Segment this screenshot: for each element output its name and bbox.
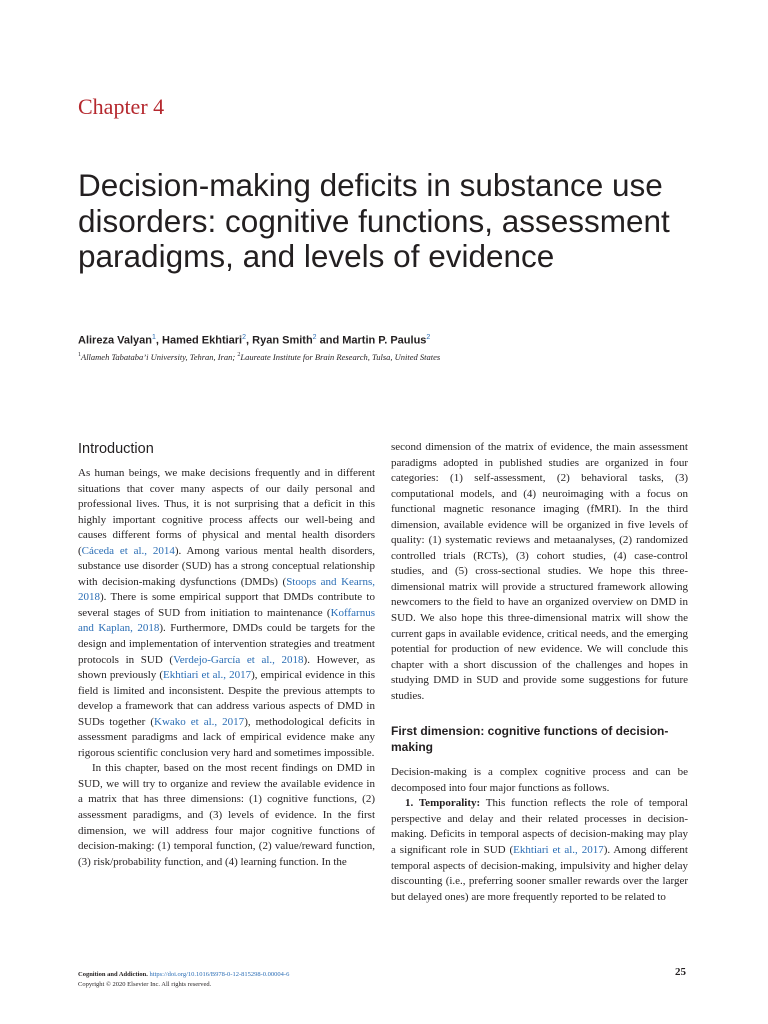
citation-link[interactable]: Ekhtiari et al., 2017 — [163, 669, 252, 682]
body-paragraph — [78, 466, 375, 761]
doi-link[interactable]: https://doi.org/10.1016/B978-0-12-815298-0.00004-6 — [149, 971, 290, 978]
affiliation-text: Laureate Institute for Brain Research, Tulsa, United States — [240, 352, 441, 362]
run-in-heading: 1. Temporality: — [405, 797, 481, 810]
right-body-bottom — [391, 765, 688, 905]
page-number: 25 — [675, 966, 686, 978]
paragraph-text: ). Among various mental health disorders, substance use disorder (SUD) has a strong conceptual relationship with decision-making dysfunctions (DMDs) ( — [78, 544, 375, 588]
page-footer — [78, 970, 289, 990]
author-list: Alireza Valyan$^1$, Hamed Ekhtiari$^2$, Ryan Smith$^2$ and Martin P. Paulus$^2$ — [78, 334, 431, 347]
citation-link[interactable]: Verdejo-García et al., 2018 — [173, 653, 304, 666]
paragraph-text: ), empirical evidence in this field is limited and inconsistent. Despite the previous attempts to develop a framework that can address various aspects of DMD in SUDs together ( — [78, 669, 376, 728]
affiliation-text: Allameh Tabataba’i University, Tehran, Iran; — [81, 352, 238, 362]
copyright-notice: Copyright © 2020 Elsevier Inc. All rights reserved. — [78, 981, 212, 988]
chapter-label: Chapter 4 — [78, 94, 165, 119]
paragraph-text: ). Furthermore, DMDs could be targets for the design and implementation of intervention strategies and treatment protocols in SUD ( — [78, 622, 375, 666]
paragraph-text: second dimension of the matrix of evidence, the main assessment paradigms adopted in published studies are organized in four categories: (1) self-assessment, (2) behavioral tasks, (3) computational models, and (4) neuroimaging with a focus on functional magnetic resonance imaging (fMRI). In the third dimension, available evidence will be organized in five levels of quality: (1) systematic reviews and metaanalyses, (2) randomized controlled trials (RCTs), (3) cohort studies, (4) case-control studies, and (5) cross-sectional studies. We hope this three-dimensional matrix will provide a structured framework allowing newcomers to the field to have an organized overview on DMD in SUD. We also hope this three-dimensional matrix will show the current gaps in available evidence, critical needs, and the emerging potential for production of new evidence. We will conclude this chapter with a short discussion of the challenges and hopes in studying DMD in SUD and provide some suggestions for future studies. — [391, 441, 688, 702]
citation-link[interactable]: Stoops and Kearns, 2018 — [78, 575, 375, 604]
paragraph-text: ). However, as shown previously ( — [78, 653, 375, 682]
affiliations — [78, 352, 738, 362]
citation-link[interactable]: Cáceda et al., 2014 — [81, 544, 175, 557]
body-paragraph — [391, 796, 688, 905]
affiliation-mark: 2 — [237, 352, 241, 359]
affiliation-mark: 1 — [78, 352, 81, 359]
left-column — [78, 440, 375, 870]
paragraph-text: This function reflects the role of temporal perspective and delay and their related processes in decision-making. Deficits in temporal aspects of decision-making may play a significant role in SUD ( — [391, 797, 688, 857]
paragraph-text: As human beings, we make decisions frequently and in different situations that cover many aspects of our daily personal and professional lives. Thus, it is not surprising that a deficit in this highly important cognitive process affects our well-being and causes different forms of physical and mental health disorders ( — [78, 467, 375, 557]
author-affiliation-mark[interactable]: 2 — [312, 334, 317, 341]
author-affiliation-mark[interactable]: 2 — [426, 334, 431, 341]
citation-link[interactable]: Kwako et al., 2017 — [154, 715, 245, 728]
paragraph-text: ). There is some empirical support that DMDs contribute to several stages of SUD from initiation to maintenance ( — [78, 591, 375, 619]
paragraph-text: ). Among different temporal aspects of decision-making, impulsivity and higher delay discounting (i.e., preferring sooner smaller rewards over the larger but delayed ones) are more frequently reported to be related to — [391, 844, 688, 903]
right-body-top — [391, 440, 688, 704]
body-paragraph — [78, 761, 375, 870]
body-paragraph — [391, 765, 688, 796]
author-name: Ryan Smith — [252, 334, 313, 347]
author-name: Alireza Valyan — [78, 334, 152, 347]
paragraph-text: In this chapter, based on the most recent findings on DMD in SUD, we will try to organize and review the available evidence in a matrix that has three dimensions: (1) cognitive functions, (2) assessment paradigms, and (3) levels of evidence. In the first dimension, we will address four major cognitive functions of decision-making: (1) temporal function, (2) value/reward function, (3) risk/probability function, and (4) learning function. In the — [78, 762, 375, 868]
author-name: Martin P. Paulus — [342, 334, 427, 347]
section-heading: First dimension: cognitive functions of decision-making — [391, 724, 669, 754]
journal-name: Cognition and Addiction. — [78, 971, 148, 978]
right-column — [391, 440, 688, 905]
author-affiliation-mark[interactable]: 2 — [242, 334, 247, 341]
article-title: Decision-making deficits in substance use disorders: cognitive functions, assessment paradigms, and levels of evidence — [78, 167, 670, 274]
body-paragraph — [391, 440, 688, 704]
citation-link[interactable]: Ekhtiari et al., 2017 — [513, 844, 604, 857]
citation-link[interactable]: Koffarnus and Kaplan, 2018 — [78, 606, 375, 635]
left-body — [78, 466, 375, 870]
paragraph-text: Decision-making is a complex cognitive process and can be decomposed into four major functions as follows. — [391, 766, 688, 794]
paragraph-text: ), methodological deficits in assessment paradigms and lack of empirical evidence make any rigorous scientific conclusion very hard and sometimes impossible. — [78, 715, 375, 759]
author-affiliation-mark[interactable]: 1 — [152, 334, 156, 341]
author-name: Hamed Ekhtiari — [162, 334, 243, 347]
intro-heading: Introduction — [78, 441, 154, 457]
